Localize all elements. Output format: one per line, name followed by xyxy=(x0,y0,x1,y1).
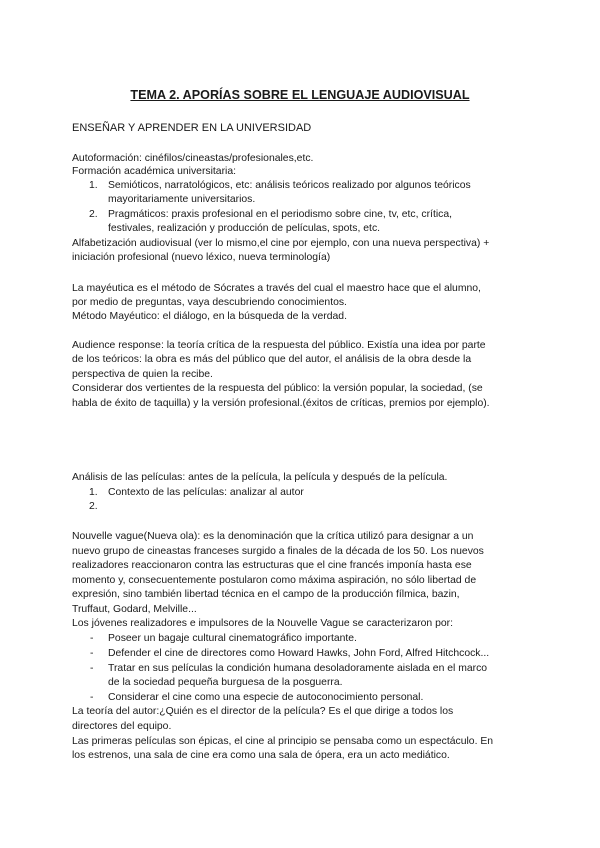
list-item-line: de la sociedad pequeña burguesa de la posguerra. xyxy=(108,677,343,688)
list-item-line: Considerar el cine como una especie de autoconocimiento personal. xyxy=(108,692,424,703)
paragraph-line: los estrenos, una sala de cine era como una sala de ópera, era un acto mediático. xyxy=(72,750,450,761)
section-subtitle: ENSEÑAR Y APRENDER EN LA UNIVERSIDAD xyxy=(72,122,312,134)
paragraph-line: nuevo grupo de cineastas franceses surgido a finales de la década de los 50. Los nuevos xyxy=(72,546,484,557)
list-item-line: Defender el cine de directores como Howard Hawks, John Ford, Alfred Hitchcock... xyxy=(108,648,490,659)
paragraph-line: Truffaut, Godard, Melville... xyxy=(72,604,197,615)
list-marker: 2. xyxy=(89,209,98,220)
paragraph-line: realizadores reaccionaron contra las estructuras que el cine francés imponía hasta ese xyxy=(72,560,472,571)
paragraph-line: Audience response: la teoría crítica de la respuesta del público. Existía una idea por parte xyxy=(72,340,486,351)
list-item-line: Contexto de las películas: analizar al autor xyxy=(108,487,304,498)
list-marker: 2. xyxy=(89,501,98,512)
paragraph-line: momento y, consecuentemente postularon como máxima aspiración, no sólo libertad de xyxy=(72,575,477,586)
list-item-line: Poseer un bagaje cultural cinematográfico importante. xyxy=(108,633,357,644)
paragraph-line: Alfabetización audiovisual (ver lo mismo,el cine por ejemplo, con una nueva perspectiva) + xyxy=(72,238,490,249)
paragraph-line: Nouvelle vague(Nueva ola): es la denominación que la crítica utilizó para designar a un xyxy=(72,531,474,542)
paragraph-line: Autoformación: cinéfilos/cineastas/profesionales,etc. xyxy=(72,153,314,164)
paragraph-line: Las primeras películas son épicas, el cine al principio se pensaba como un espectáculo. En xyxy=(72,736,494,747)
paragraph-line: expresión, sino también libertad técnica en el campo de la producción fílmica, bazin, xyxy=(72,589,460,600)
list-item-line: Pragmáticos: praxis profesional en el periodismo sobre cine, tv, etc, crítica, xyxy=(108,209,453,220)
list-item-line: Tratar en sus películas la condición humana desoladoramente aislada en el marco xyxy=(108,663,488,674)
list-marker: - xyxy=(90,663,94,674)
paragraph-line: Considerar dos vertientes de la respuesta del público: la versión popular, la sociedad, (se xyxy=(72,383,483,394)
list-marker: 1. xyxy=(89,180,98,191)
paragraph-line: Los jóvenes realizadores e impulsores de la Nouvelle Vague se caracterizaron por: xyxy=(72,618,454,629)
list-item-line: festivales, realización y producción de películas, spots, etc. xyxy=(108,223,381,234)
document-title: TEMA 2. APORÍAS SOBRE EL LENGUAJE AUDIOVISUAL xyxy=(130,88,470,102)
paragraph-line: de los teóricos: la obra es más del público que del autor, el análisis de la obra desde la xyxy=(72,354,472,365)
list-item-line: mayoritariamente universitarios. xyxy=(108,194,256,205)
paragraph-line: directores del equipo. xyxy=(72,721,172,732)
paragraph-line: La teoría del autor:¿Quién es el director de la película? Es el que dirige a todos los xyxy=(72,706,454,717)
paragraph-line: Método Mayéutico: el diálogo, en la búsqueda de la verdad. xyxy=(72,311,347,322)
paragraph-line: Formación académica universitaria: xyxy=(72,166,237,177)
list-marker: - xyxy=(90,648,94,659)
list-item-line: Semióticos, narratológicos, etc: análisis teóricos realizado por algunos teóricos xyxy=(108,180,471,191)
paragraph-line: habla de éxito de taquilla) y la versión profesional.(éxitos de críticas, premios por ejemplo). xyxy=(72,398,490,409)
list-marker: - xyxy=(90,633,94,644)
paragraph-line: iniciación profesional (nuevo léxico, nueva terminología) xyxy=(72,252,331,263)
paragraph-line: perspectiva de quien la recibe. xyxy=(72,369,213,380)
paragraph-line: Análisis de las películas: antes de la película, la película y después de la película. xyxy=(72,472,448,483)
list-marker: 1. xyxy=(89,487,98,498)
list-marker: - xyxy=(90,692,94,703)
paragraph-line: por medio de preguntas, vaya descubriendo conocimientos. xyxy=(72,297,347,308)
paragraph-line: La mayéutica es el método de Sócrates a través del cual el maestro hace que el alumno, xyxy=(72,283,481,294)
